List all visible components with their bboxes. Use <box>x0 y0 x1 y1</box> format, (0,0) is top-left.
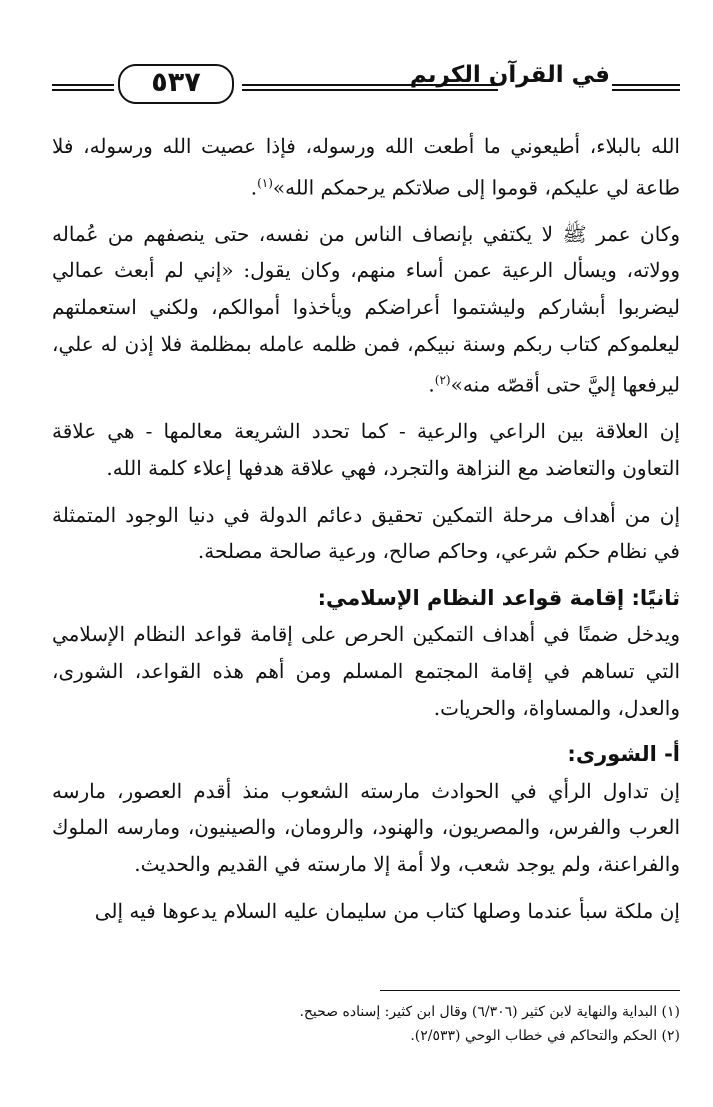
footnotes <box>52 1000 680 1048</box>
running-title: في القرآن الكريم <box>409 62 610 88</box>
footnote-ref-2: (٢) <box>434 373 451 388</box>
page-number: ٥٣٧ <box>118 64 234 104</box>
main-text <box>52 128 680 929</box>
section-heading-2: أ- الشورى: <box>567 742 680 767</box>
paragraph-7: إن ملكة سبأ عندما وصلها كتاب من سليمان عليه السلام يدعوها فيه إلى <box>94 898 680 923</box>
footnote-divider <box>380 990 680 991</box>
header-rule-left <box>52 84 114 91</box>
footnote-1: (١) البداية والنهاية لابن كثير (٦/٣٠٦) وقال ابن كثير: إسناده صحيح. <box>299 1004 680 1020</box>
paragraph-3: إن العلاقة بين الراعي والرعية - كما تحدد الشريعة معالمها - هي علاقة التعاون والتعاضد مع النزاهة والتجرد، فهي علاقة هدفها إعلاء كلمة الله. <box>52 419 680 481</box>
footnote-ref-1: (١) <box>257 175 273 190</box>
section-heading-1: ثانيًا: إقامة قواعد النظام الإسلامي: <box>317 585 680 610</box>
header-rule-right <box>612 84 680 91</box>
paragraph-2: وكان عمر ﷺ لا يكتفي بإنصاف الناس من نفسه، حتى ينصفهم من عُماله وولاته، ويسأل الرعية عمن أساء منهم، وكان يقول: «إني لم أبعث عمالي ليضربوا أبشاركم وليشتموا أعراضكم ويأخذوا أموالكم، ولكني استعملتهم ليعلموكم كتاب ربكم وسنة نبيكم، فمن ظلمه عامله بمظلمة فلا إذن له علي، ليرفعها إليَّ حتى أقصّه منه»$^{(٢)}$. <box>52 221 680 397</box>
paragraph-4: إن من أهداف مرحلة التمكين تحقيق دعائم الدولة في دنيا الوجود المتمثلة في نظام حكم شرعي، وحاكم صالح، ورعية صالحة مصلحة. <box>52 502 680 564</box>
paragraph-1: الله بالبلاء، أطيعوني ما أطعت الله ورسوله، فإذا عصيت الله ورسوله، فلا طاعة لي عليكم، قوموا إلى صلاتكم يرحمكم الله»$^{(١)}$. <box>52 134 680 200</box>
footnote-2: (٢) الحكم والتحاكم في خطاب الوحي (٢/٥٣٣). <box>410 1028 680 1044</box>
paragraph-5: ويدخل ضمنًا في أهداف التمكين الحرص على إقامة قواعد النظام الإسلامي التي تساهم في إقامة المجتمع المسلم ومن أهم هذه القواعد، الشورى، والعدل، والمساواة، والحريات. <box>52 622 680 720</box>
paragraph-6: إن تداول الرأي في الحوادث مارسته الشعوب منذ أقدم العصور، مارسه العرب والفرس، والمصريون، والهنود، والرومان، والصينيون، ومارسه الملوك والفراعنة، ولم يوجد شعب، ولا أمة إلا مارسته في القديم والحديث. <box>52 778 680 876</box>
